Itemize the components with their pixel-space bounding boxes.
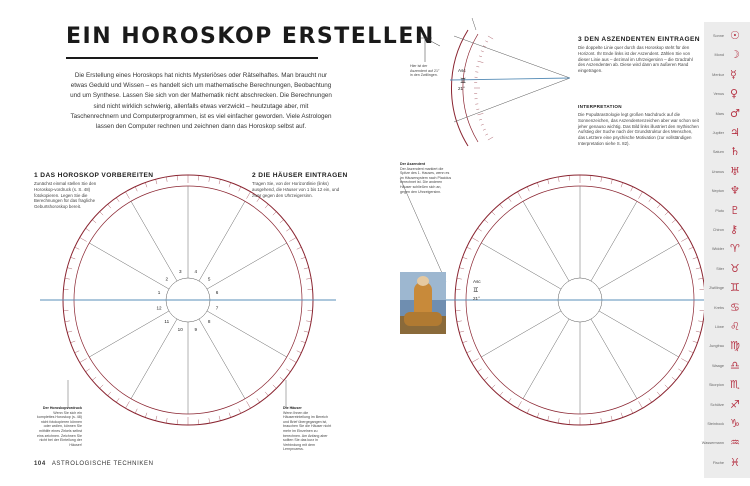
degree-tick [80,359,87,363]
degree-tick [459,331,464,332]
degree-tick [665,385,669,389]
painting-head [417,276,429,286]
degree-tick [280,220,284,223]
house-spoke [481,243,561,289]
degree-tick [689,351,694,353]
sign-glyph-icon: ♐ [730,397,740,411]
haeuser-note [283,406,333,452]
degree-tick [698,321,703,322]
degree-tick [126,192,130,199]
degree-tick [484,377,488,380]
house-number: 7 [215,305,219,311]
sidebar-item [704,222,750,238]
degree-tick [209,418,210,423]
sidebar-label: Steinbock [707,422,724,426]
degree-tick [492,212,496,216]
sidebar-label: Jungfrau [709,344,724,349]
sign-glyph-icon: ☉ [730,29,740,42]
degree-tick [467,247,472,249]
sidebar-label: Jupiter [712,131,724,135]
ascendant-detail [418,18,570,146]
painting-lion [404,312,442,326]
sidebar-item [704,397,750,413]
degree-tick [306,321,311,322]
sign-glyph-icon: ⚷ [730,223,739,236]
detail-tick [479,56,482,57]
gemini-glyph-detail: ♊ [460,77,467,85]
degree-tick [672,377,676,380]
house-spoke [207,243,287,289]
sidebar-item [704,164,750,180]
degree-tick [657,392,660,396]
detail-horizon [450,78,570,80]
sidebar-label: Mars [715,111,724,116]
degree-tick [145,413,147,418]
sidebar-label: Mond [714,53,724,58]
sign-glyph-icon: ♈ [730,242,740,256]
house-spoke [523,319,569,399]
degree-tick [108,392,111,396]
degree-tick [500,204,503,208]
degree-tick [508,398,511,402]
degree-tick [457,321,462,322]
degree-tick [649,398,652,402]
detail-pointer [425,38,440,46]
detail-tick [488,36,493,39]
degree-tick [86,228,90,231]
degree-tick [219,179,220,184]
intro-text: Die Erstellung eines Horoskops hat nichts Mysteriöses oder Rätselhaftes. Man braucht nur etwas Geduld und Wissen – es handelt sich um mathematische Berechnungen, Beobachtung und um Synthese. Lassen Sie sich von der Mathematik nicht abschrecken. Die Berechnungen sind nicht wirklich schwierig, allenfalls etwas verzwickt – heutzutage aber, mit Taschenrechnern und Computerprogrammen, ist es viel einfacher geworden. Viele Astrologen lassen den Computer rechnen und zeichnen dann das Horoskop selbst auf. [70,72,332,131]
sidebar-label: Venus [713,92,724,97]
degree-tick [273,212,277,216]
degree-tick [71,257,76,259]
detail-tick [478,113,484,115]
house-number: 8 [207,319,211,325]
degree-tick [665,212,669,216]
sign-glyph-icon: ♀ [730,87,739,101]
degree-tick [463,341,468,343]
sidebar-label: Schütze [710,402,724,407]
house-spoke [131,319,177,399]
house-number: 4 [194,268,198,274]
mythical-painting [400,272,446,334]
degree-tick [472,238,479,242]
sign-glyph-icon: ☽ [730,48,740,62]
degree-tick [681,359,688,363]
house-spoke [89,243,169,289]
sidebar-label: Fische [712,460,724,465]
planet-sign-sidebar [701,22,750,478]
page-footer [34,461,154,467]
sign-glyph-icon: ♎ [730,358,740,372]
sidebar-label: Uranus [711,169,724,174]
degree-tick [71,341,76,343]
step1-heading: 1 DAS HOROSKOP VORBEREITEN [34,172,154,179]
detail-tick [476,66,479,67]
degree-tick [209,177,210,182]
degree-tick [601,177,602,182]
sign-glyph-icon: ♍ [730,339,740,353]
detail-tick [478,61,484,63]
step1-text: Zunächst einmal stellen Sie den Horoskop-vordruck (s. S. 48) fotokopieren. Legen Sie die Berechnungen für das fragliche Geburtshoroskop bereit. [34,181,97,210]
vordruck-note-text: Wenn Sie sich ein komplettes Horoskop (s. 48) nicht fotokopieren können oder wollen, können Sie mithilfe eines Zirkels selbst eins zeichnen. Zeichnen Sie nicht bei der Einteilung der Häuser! [37,410,82,447]
detail-tick [479,119,482,120]
detail-tick [485,134,488,135]
degree-tick [696,331,701,332]
degree-tick [229,183,231,188]
degree-tick [116,198,119,202]
sidebar-item [704,377,750,393]
house-number: 1 [157,290,161,296]
degree-tick [698,278,703,279]
degree-tick [631,187,633,192]
sidebar-label: Waage [712,363,724,368]
house-number: 9 [194,326,198,332]
sign-glyph-icon: ♄ [730,145,740,159]
degree-tick [601,418,602,423]
degree-tick [65,278,70,279]
degree-tick [478,228,482,231]
degree-tick [527,187,529,192]
degree-tick [548,416,549,421]
sidebar-item [704,319,750,335]
section-name: ASTROLOGISCHE TECHNIKEN [51,461,154,467]
degree-tick [92,220,96,223]
degree-tick [657,204,660,208]
sidebar-label: Löwe [714,325,724,329]
sidebar-item [704,125,750,141]
sidebar-item [704,28,750,44]
sign-glyph-icon: ♆ [730,184,740,198]
degree-tick [301,341,306,343]
haeuser-note-title: Die Häuser [283,406,302,410]
interpretation-heading: INTERPRETATION [578,104,622,109]
detail-tick [485,41,488,42]
sign-glyph-icon: ♊ [730,281,740,295]
degree-tick [631,409,633,414]
degree-tick [116,398,119,402]
sidebar-label: Krebs [714,305,724,310]
degree-tick [265,204,268,208]
house-spoke [199,319,245,399]
degree-tick [689,247,694,249]
degree-tick [681,238,688,242]
detail-ticks [474,36,493,140]
sidebar-item [704,67,750,83]
degree-tick [286,228,290,231]
degree-tick [678,369,682,372]
sidebar-label: Saturn [712,150,724,155]
house-number: 11 [164,319,170,325]
degree-tick [229,413,231,418]
house-spoke [481,311,561,357]
degree-tick [265,392,268,396]
degree-tick [92,377,96,380]
degree-tick [297,351,302,353]
sidebar-item [704,183,750,199]
haeuser-note-text: Wenn Ihnen die Häusereinteilung im Bereich und Brief übergegangen ist, brauchen Sie die Häuser nicht mehr im Einzelnen zu berechnen. Am Anfang aber sollten Sie das kurz in Verbindung mit dem Lernprozess. [283,410,332,452]
degree-tick [135,409,137,414]
horoscope-wheel-right [400,175,720,425]
degree-tick [508,198,511,202]
degree-tick [273,385,277,389]
sign-glyph-icon: ♋ [730,300,740,314]
house-number: 3 [178,268,182,274]
step3-heading: 3 DEN ASZENDENTEN EINTRAGEN [578,36,700,43]
sign-glyph-icon: ♃ [730,126,740,139]
house-spoke [591,201,637,281]
sidebar-label: Zwillinge [709,286,724,291]
degree-tick [518,192,522,199]
gemini-glyph-wheel: ♊ [473,287,479,294]
house-spoke [523,201,569,281]
degree-tick [126,401,130,408]
degree-tick [537,413,539,418]
degree-tick [500,392,503,396]
sidebar-item [704,280,750,296]
sidebar-item [704,261,750,277]
house-spoke [89,311,169,357]
sidebar-item [704,47,750,63]
degree-tick [558,418,559,423]
house-spoke [591,319,637,399]
sidebar-item [704,106,750,122]
sidebar-item [704,203,750,219]
sign-glyph-icon: ♇ [730,203,740,217]
sign-glyph-icon: ♑ [730,417,740,430]
degree-tick [518,401,522,408]
degree-tick [239,187,241,192]
sidebar-item [704,86,750,102]
house-number: 12 [156,305,162,311]
sidebar-label: Merkur [712,72,724,77]
degree-tick [304,268,309,269]
ascendant-note [400,162,452,194]
degree-tick [239,409,241,414]
sign-glyph-icon: ♂ [730,106,740,120]
degree-tick [467,351,472,353]
sidebar-item [704,358,750,374]
sidebar-item [704,455,750,471]
sidebar-label: Neptun [711,189,724,194]
degree-tick [484,220,488,223]
degree-tick [472,359,479,363]
degree-tick [548,179,549,184]
sidebar-label: Sonne [713,34,724,38]
horoscope-wheel-left [40,175,336,425]
detail-spoke-lower [454,78,570,122]
degree-tick [75,351,80,353]
degree-tick [86,369,90,372]
sidebar-label: Pluto [715,208,724,213]
detail-tick [488,137,493,140]
degree-tick [693,341,698,343]
asc-degree-note: Hier ist der Aszendent auf 21° in den Zwillingen. [410,64,440,78]
house-spoke [199,201,245,281]
degree-tick [478,369,482,372]
sign-glyph-icon: ♏ [730,378,740,392]
step2-text: Tragen Sie, von der Horizontlinie (links) ausgehend, die Häuser von 1 bis 12 ein, und zwar gegen den Uhrzeigersinn. [252,181,340,198]
sign-glyph-icon: ♅ [730,164,740,178]
degree-tick [457,278,462,279]
degree-tick [558,177,559,182]
sidebar-item [704,144,750,160]
sidebar-item [704,300,750,316]
sidebar-label: Skorpion [709,383,724,388]
sidebar-item [704,241,750,257]
degree-tick [289,359,296,363]
degree-tick [672,220,676,223]
sidebar-label: Wassermann [701,441,724,446]
degree-tick [621,413,623,418]
degree-tick [286,369,290,372]
page-title: EIN HOROSKOP ERSTELLEN [66,24,435,49]
degree-tick [301,257,306,259]
degree-tick [537,183,539,188]
degree-tick [297,247,302,249]
degree-tick [100,385,104,389]
asc-degree-wheel: 21° [473,296,480,301]
house-number: 6 [215,290,219,296]
detail-tick [481,51,484,52]
sign-glyph-icon: ♉ [730,261,740,275]
sign-glyph-icon: ♒ [730,436,740,450]
asc-label-detail: Asc [458,68,466,73]
house-number: 10 [177,326,183,332]
detail-tick [481,124,484,125]
degree-tick [108,204,111,208]
sidebar-label: Chiron [712,228,724,232]
detail-marker [472,18,476,30]
house-spoke [131,201,177,281]
page-number: 104 [34,461,46,467]
degree-tick [247,192,251,199]
degree-tick [280,377,284,380]
sign-glyph-icon: ☿ [730,67,737,81]
ascendant-note-title: Der Aszendent [400,162,426,166]
degree-tick [100,212,104,216]
sidebar-item [704,338,750,354]
interpretation-text: Die Populärastrologie legt großen Nachdruck auf die Sonnenzeichen, das Aszendentenzeichen aber war schon seit jeher genauso wichtig. Das Bild links illustriert den mythischen Aufstieg der Suche nach der Grundstruktur des Menschen, das Letztere eine psychische Motivation (zur vollständigen Interpretation siehe S. 82). [578,112,699,146]
degree-tick [639,401,643,408]
degree-tick [219,416,220,421]
sign-glyph-icon: ♓ [730,455,740,469]
degree-tick [75,247,80,249]
house-spoke [599,311,679,357]
degree-tick [611,416,612,421]
house-number: 2 [165,276,169,282]
degree-tick [621,183,623,188]
detail-tick [476,109,479,110]
sign-glyph-icon: ♌ [730,320,740,333]
house-spoke [207,311,287,357]
sidebar-item [704,416,750,432]
degree-tick [257,398,260,402]
degree-tick [639,192,643,199]
degree-tick [649,198,652,202]
step2-heading: 2 DIE HÄUSER EINTRAGEN [252,172,348,179]
degree-tick [304,331,309,332]
asc-degree-detail: 21° [458,86,465,91]
degree-tick [67,331,72,332]
degree-tick [65,321,70,322]
asc-label-wheel: Asc [473,279,481,284]
degree-tick [135,187,137,192]
vordruck-note [36,406,82,447]
degree-tick [459,268,464,269]
ascendant-note-text: Der Aszendent markiert die Spitze des 1. Hauses, wenn es im Häusersystem nach Placidus berechnet ist. Die anderen Häuser schließen sich an, gegen den Uhrzeigersinn. [400,166,452,194]
house-spoke [599,243,679,289]
house-number: 5 [207,276,211,282]
degree-tick [693,257,698,259]
sidebar-label: Widder [711,247,724,252]
degree-tick [80,238,87,242]
degree-tick [463,257,468,259]
degree-tick [678,228,682,231]
degree-tick [611,179,612,184]
degree-tick [527,409,529,414]
sidebar-label: Stier [716,266,724,271]
degree-tick [306,278,311,279]
degree-tick [289,238,296,242]
degree-tick [145,183,147,188]
degree-tick [492,385,496,389]
degree-tick [166,418,167,423]
degree-tick [67,268,72,269]
degree-tick [166,177,167,182]
degree-tick [696,268,701,269]
detail-tick [483,129,486,130]
vordruck-note-title: Der Horoskopvordruck [42,406,82,410]
detail-spoke-upper [454,36,570,78]
degree-tick [156,179,157,184]
degree-tick [156,416,157,421]
sidebar-item [701,435,750,451]
step3-text: Die doppelte Linie quer durch das Horoskop steht für den Horizont. Ihr Ende links ist der Aszendent. Zählen Sie von dieser Linie aus – dezimal im Uhrzeigersinn – die Gradzahl des Aszendenten ab. Diese wird dann am äußeren Rand eingetragen. [578,45,693,74]
degree-tick [247,401,251,408]
